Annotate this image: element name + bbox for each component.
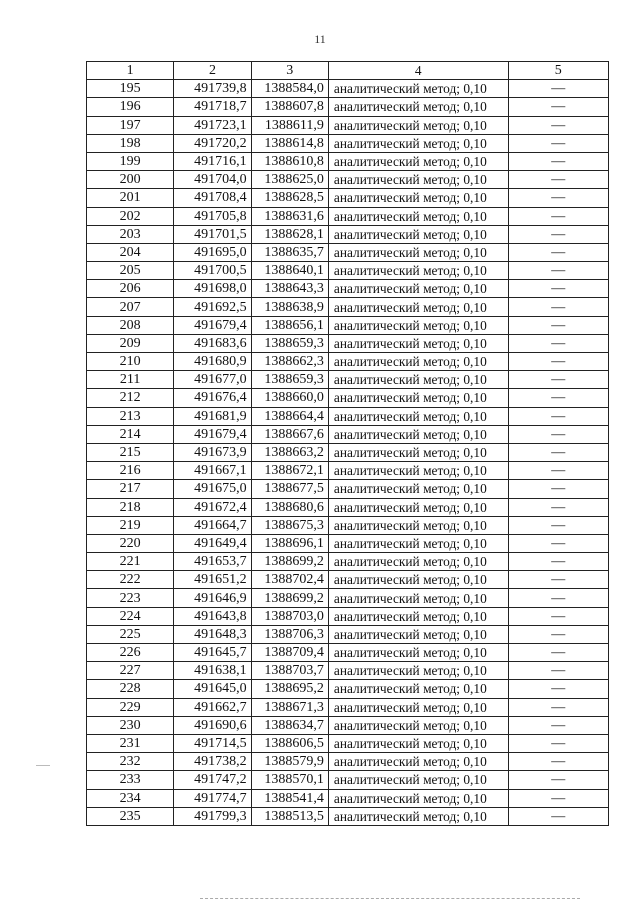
y-coordinate-cell: 1388625,0 bbox=[251, 171, 328, 189]
x-coordinate-cell: 491645,7 bbox=[174, 644, 251, 662]
x-coordinate-cell: 491701,5 bbox=[174, 225, 251, 243]
point-number-cell: 220 bbox=[87, 534, 174, 552]
y-coordinate-cell: 1388659,3 bbox=[251, 334, 328, 352]
point-number-cell: 230 bbox=[87, 716, 174, 734]
table-row bbox=[87, 280, 609, 298]
note-cell: — bbox=[508, 553, 608, 571]
y-coordinate-cell: 1388656,1 bbox=[251, 316, 328, 334]
method-cell: аналитический метод; 0,10 bbox=[328, 189, 508, 207]
point-number-cell: 227 bbox=[87, 662, 174, 680]
method-cell: аналитический метод; 0,10 bbox=[328, 353, 508, 371]
table-row bbox=[87, 262, 609, 280]
y-coordinate-cell: 1388680,6 bbox=[251, 498, 328, 516]
point-number-cell: 231 bbox=[87, 734, 174, 752]
note-cell: — bbox=[508, 571, 608, 589]
table-row bbox=[87, 571, 609, 589]
point-number-cell: 206 bbox=[87, 280, 174, 298]
footer-scan-artifact bbox=[200, 898, 580, 901]
table-row bbox=[87, 498, 609, 516]
method-cell: аналитический метод; 0,10 bbox=[328, 753, 508, 771]
table-row bbox=[87, 189, 609, 207]
method-cell: аналитический метод; 0,10 bbox=[328, 243, 508, 261]
column-header: 5 bbox=[508, 62, 608, 80]
note-cell: — bbox=[508, 280, 608, 298]
method-cell: аналитический метод; 0,10 bbox=[328, 571, 508, 589]
note-cell: — bbox=[508, 662, 608, 680]
note-cell: — bbox=[508, 644, 608, 662]
y-coordinate-cell: 1388628,5 bbox=[251, 189, 328, 207]
method-cell: аналитический метод; 0,10 bbox=[328, 680, 508, 698]
point-number-cell: 217 bbox=[87, 480, 174, 498]
x-coordinate-cell: 491718,7 bbox=[174, 98, 251, 116]
method-cell: аналитический метод; 0,10 bbox=[328, 443, 508, 461]
method-cell: аналитический метод; 0,10 bbox=[328, 807, 508, 825]
x-coordinate-cell: 491676,4 bbox=[174, 389, 251, 407]
y-coordinate-cell: 1388634,7 bbox=[251, 716, 328, 734]
x-coordinate-cell: 491662,7 bbox=[174, 698, 251, 716]
x-coordinate-cell: 491739,8 bbox=[174, 80, 251, 98]
y-coordinate-cell: 1388677,5 bbox=[251, 480, 328, 498]
method-cell: аналитический метод; 0,10 bbox=[328, 789, 508, 807]
column-header: 4 bbox=[328, 62, 508, 80]
note-cell: — bbox=[508, 371, 608, 389]
note-cell: — bbox=[508, 716, 608, 734]
note-cell: — bbox=[508, 534, 608, 552]
y-coordinate-cell: 1388513,5 bbox=[251, 807, 328, 825]
method-cell: аналитический метод; 0,10 bbox=[328, 225, 508, 243]
x-coordinate-cell: 491695,0 bbox=[174, 243, 251, 261]
table-header-row bbox=[87, 62, 609, 80]
note-cell: — bbox=[508, 425, 608, 443]
method-cell: аналитический метод; 0,10 bbox=[328, 425, 508, 443]
point-number-cell: 219 bbox=[87, 516, 174, 534]
y-coordinate-cell: 1388709,4 bbox=[251, 644, 328, 662]
point-number-cell: 198 bbox=[87, 134, 174, 152]
y-coordinate-cell: 1388703,0 bbox=[251, 607, 328, 625]
x-coordinate-cell: 491700,5 bbox=[174, 262, 251, 280]
x-coordinate-cell: 491675,0 bbox=[174, 480, 251, 498]
x-coordinate-cell: 491679,4 bbox=[174, 316, 251, 334]
note-cell: — bbox=[508, 134, 608, 152]
point-number-cell: 221 bbox=[87, 553, 174, 571]
y-coordinate-cell: 1388635,7 bbox=[251, 243, 328, 261]
x-coordinate-cell: 491645,0 bbox=[174, 680, 251, 698]
x-coordinate-cell: 491672,4 bbox=[174, 498, 251, 516]
margin-mark bbox=[36, 765, 50, 766]
point-number-cell: 209 bbox=[87, 334, 174, 352]
point-number-cell: 218 bbox=[87, 498, 174, 516]
y-coordinate-cell: 1388660,0 bbox=[251, 389, 328, 407]
x-coordinate-cell: 491747,2 bbox=[174, 771, 251, 789]
table-body bbox=[87, 80, 609, 826]
y-coordinate-cell: 1388659,3 bbox=[251, 371, 328, 389]
method-cell: аналитический метод; 0,10 bbox=[328, 480, 508, 498]
x-coordinate-cell: 491738,2 bbox=[174, 753, 251, 771]
y-coordinate-cell: 1388672,1 bbox=[251, 462, 328, 480]
note-cell: — bbox=[508, 243, 608, 261]
table-row bbox=[87, 698, 609, 716]
y-coordinate-cell: 1388662,3 bbox=[251, 353, 328, 371]
table-row bbox=[87, 443, 609, 461]
coordinates-table bbox=[86, 61, 609, 826]
y-coordinate-cell: 1388706,3 bbox=[251, 625, 328, 643]
point-number-cell: 199 bbox=[87, 152, 174, 170]
method-cell: аналитический метод; 0,10 bbox=[328, 734, 508, 752]
note-cell: — bbox=[508, 480, 608, 498]
table-row bbox=[87, 771, 609, 789]
method-cell: аналитический метод; 0,10 bbox=[328, 298, 508, 316]
table-row bbox=[87, 425, 609, 443]
point-number-cell: 202 bbox=[87, 207, 174, 225]
point-number-cell: 213 bbox=[87, 407, 174, 425]
x-coordinate-cell: 491651,2 bbox=[174, 571, 251, 589]
x-coordinate-cell: 491649,4 bbox=[174, 534, 251, 552]
x-coordinate-cell: 491705,8 bbox=[174, 207, 251, 225]
note-cell: — bbox=[508, 225, 608, 243]
table-row bbox=[87, 225, 609, 243]
x-coordinate-cell: 491680,9 bbox=[174, 353, 251, 371]
point-number-cell: 234 bbox=[87, 789, 174, 807]
table-row bbox=[87, 553, 609, 571]
note-cell: — bbox=[508, 516, 608, 534]
table-row bbox=[87, 589, 609, 607]
point-number-cell: 233 bbox=[87, 771, 174, 789]
x-coordinate-cell: 491799,3 bbox=[174, 807, 251, 825]
point-number-cell: 197 bbox=[87, 116, 174, 134]
method-cell: аналитический метод; 0,10 bbox=[328, 98, 508, 116]
y-coordinate-cell: 1388584,0 bbox=[251, 80, 328, 98]
y-coordinate-cell: 1388638,9 bbox=[251, 298, 328, 316]
y-coordinate-cell: 1388628,1 bbox=[251, 225, 328, 243]
table-row bbox=[87, 298, 609, 316]
note-cell: — bbox=[508, 389, 608, 407]
table-row bbox=[87, 516, 609, 534]
point-number-cell: 229 bbox=[87, 698, 174, 716]
y-coordinate-cell: 1388614,8 bbox=[251, 134, 328, 152]
note-cell: — bbox=[508, 625, 608, 643]
table-row bbox=[87, 152, 609, 170]
method-cell: аналитический метод; 0,10 bbox=[328, 152, 508, 170]
note-cell: — bbox=[508, 189, 608, 207]
method-cell: аналитический метод; 0,10 bbox=[328, 207, 508, 225]
point-number-cell: 215 bbox=[87, 443, 174, 461]
point-number-cell: 200 bbox=[87, 171, 174, 189]
table-row bbox=[87, 734, 609, 752]
table-row bbox=[87, 680, 609, 698]
x-coordinate-cell: 491704,0 bbox=[174, 171, 251, 189]
y-coordinate-cell: 1388606,5 bbox=[251, 734, 328, 752]
note-cell: — bbox=[508, 80, 608, 98]
column-header: 2 bbox=[174, 62, 251, 80]
column-header: 1 bbox=[87, 62, 174, 80]
note-cell: — bbox=[508, 171, 608, 189]
method-cell: аналитический метод; 0,10 bbox=[328, 589, 508, 607]
point-number-cell: 205 bbox=[87, 262, 174, 280]
y-coordinate-cell: 1388696,1 bbox=[251, 534, 328, 552]
x-coordinate-cell: 491648,3 bbox=[174, 625, 251, 643]
page-number: 11 bbox=[314, 32, 326, 46]
note-cell: — bbox=[508, 334, 608, 352]
x-coordinate-cell: 491673,9 bbox=[174, 443, 251, 461]
table-row bbox=[87, 334, 609, 352]
note-cell: — bbox=[508, 698, 608, 716]
method-cell: аналитический метод; 0,10 bbox=[328, 134, 508, 152]
x-coordinate-cell: 491708,4 bbox=[174, 189, 251, 207]
table-row bbox=[87, 80, 609, 98]
x-coordinate-cell: 491683,6 bbox=[174, 334, 251, 352]
y-coordinate-cell: 1388631,6 bbox=[251, 207, 328, 225]
point-number-cell: 235 bbox=[87, 807, 174, 825]
table-row bbox=[87, 371, 609, 389]
point-number-cell: 214 bbox=[87, 425, 174, 443]
x-coordinate-cell: 491698,0 bbox=[174, 280, 251, 298]
note-cell: — bbox=[508, 353, 608, 371]
y-coordinate-cell: 1388695,2 bbox=[251, 680, 328, 698]
x-coordinate-cell: 491774,7 bbox=[174, 789, 251, 807]
method-cell: аналитический метод; 0,10 bbox=[328, 80, 508, 98]
point-number-cell: 210 bbox=[87, 353, 174, 371]
note-cell: — bbox=[508, 298, 608, 316]
method-cell: аналитический метод; 0,10 bbox=[328, 698, 508, 716]
x-coordinate-cell: 491638,1 bbox=[174, 662, 251, 680]
y-coordinate-cell: 1388570,1 bbox=[251, 771, 328, 789]
y-coordinate-cell: 1388699,2 bbox=[251, 553, 328, 571]
method-cell: аналитический метод; 0,10 bbox=[328, 262, 508, 280]
note-cell: — bbox=[508, 789, 608, 807]
method-cell: аналитический метод; 0,10 bbox=[328, 280, 508, 298]
table-row bbox=[87, 644, 609, 662]
method-cell: аналитический метод; 0,10 bbox=[328, 662, 508, 680]
note-cell: — bbox=[508, 116, 608, 134]
x-coordinate-cell: 491714,5 bbox=[174, 734, 251, 752]
table-row bbox=[87, 98, 609, 116]
table-row bbox=[87, 171, 609, 189]
point-number-cell: 212 bbox=[87, 389, 174, 407]
method-cell: аналитический метод; 0,10 bbox=[328, 516, 508, 534]
x-coordinate-cell: 491716,1 bbox=[174, 152, 251, 170]
table-row bbox=[87, 534, 609, 552]
method-cell: аналитический метод; 0,10 bbox=[328, 498, 508, 516]
point-number-cell: 201 bbox=[87, 189, 174, 207]
table-row bbox=[87, 389, 609, 407]
table-row bbox=[87, 480, 609, 498]
x-coordinate-cell: 491723,1 bbox=[174, 116, 251, 134]
table-row bbox=[87, 716, 609, 734]
note-cell: — bbox=[508, 462, 608, 480]
table-row bbox=[87, 353, 609, 371]
point-number-cell: 211 bbox=[87, 371, 174, 389]
table-row bbox=[87, 462, 609, 480]
x-coordinate-cell: 491664,7 bbox=[174, 516, 251, 534]
note-cell: — bbox=[508, 98, 608, 116]
y-coordinate-cell: 1388663,2 bbox=[251, 443, 328, 461]
table-row bbox=[87, 625, 609, 643]
x-coordinate-cell: 491646,9 bbox=[174, 589, 251, 607]
method-cell: аналитический метод; 0,10 bbox=[328, 607, 508, 625]
note-cell: — bbox=[508, 262, 608, 280]
y-coordinate-cell: 1388675,3 bbox=[251, 516, 328, 534]
method-cell: аналитический метод; 0,10 bbox=[328, 371, 508, 389]
note-cell: — bbox=[508, 498, 608, 516]
point-number-cell: 222 bbox=[87, 571, 174, 589]
method-cell: аналитический метод; 0,10 bbox=[328, 462, 508, 480]
note-cell: — bbox=[508, 807, 608, 825]
y-coordinate-cell: 1388643,3 bbox=[251, 280, 328, 298]
x-coordinate-cell: 491720,2 bbox=[174, 134, 251, 152]
y-coordinate-cell: 1388541,4 bbox=[251, 789, 328, 807]
point-number-cell: 195 bbox=[87, 80, 174, 98]
table-row bbox=[87, 789, 609, 807]
note-cell: — bbox=[508, 589, 608, 607]
table-row bbox=[87, 607, 609, 625]
y-coordinate-cell: 1388703,7 bbox=[251, 662, 328, 680]
note-cell: — bbox=[508, 734, 608, 752]
point-number-cell: 207 bbox=[87, 298, 174, 316]
x-coordinate-cell: 491681,9 bbox=[174, 407, 251, 425]
method-cell: аналитический метод; 0,10 bbox=[328, 644, 508, 662]
note-cell: — bbox=[508, 680, 608, 698]
note-cell: — bbox=[508, 407, 608, 425]
point-number-cell: 203 bbox=[87, 225, 174, 243]
point-number-cell: 208 bbox=[87, 316, 174, 334]
method-cell: аналитический метод; 0,10 bbox=[328, 316, 508, 334]
table-row bbox=[87, 662, 609, 680]
point-number-cell: 196 bbox=[87, 98, 174, 116]
x-coordinate-cell: 491679,4 bbox=[174, 425, 251, 443]
method-cell: аналитический метод; 0,10 bbox=[328, 771, 508, 789]
note-cell: — bbox=[508, 607, 608, 625]
y-coordinate-cell: 1388664,4 bbox=[251, 407, 328, 425]
y-coordinate-cell: 1388607,8 bbox=[251, 98, 328, 116]
method-cell: аналитический метод; 0,10 bbox=[328, 171, 508, 189]
point-number-cell: 216 bbox=[87, 462, 174, 480]
x-coordinate-cell: 491690,6 bbox=[174, 716, 251, 734]
y-coordinate-cell: 1388610,8 bbox=[251, 152, 328, 170]
table-row bbox=[87, 753, 609, 771]
method-cell: аналитический метод; 0,10 bbox=[328, 625, 508, 643]
y-coordinate-cell: 1388579,9 bbox=[251, 753, 328, 771]
method-cell: аналитический метод; 0,10 bbox=[328, 334, 508, 352]
y-coordinate-cell: 1388640,1 bbox=[251, 262, 328, 280]
x-coordinate-cell: 491667,1 bbox=[174, 462, 251, 480]
point-number-cell: 224 bbox=[87, 607, 174, 625]
point-number-cell: 226 bbox=[87, 644, 174, 662]
method-cell: аналитический метод; 0,10 bbox=[328, 534, 508, 552]
point-number-cell: 223 bbox=[87, 589, 174, 607]
table-row bbox=[87, 407, 609, 425]
method-cell: аналитический метод; 0,10 bbox=[328, 716, 508, 734]
table-row bbox=[87, 134, 609, 152]
table-row bbox=[87, 116, 609, 134]
y-coordinate-cell: 1388702,4 bbox=[251, 571, 328, 589]
note-cell: — bbox=[508, 316, 608, 334]
point-number-cell: 228 bbox=[87, 680, 174, 698]
table-row bbox=[87, 807, 609, 825]
note-cell: — bbox=[508, 753, 608, 771]
x-coordinate-cell: 491653,7 bbox=[174, 553, 251, 571]
table-row bbox=[87, 207, 609, 225]
point-number-cell: 232 bbox=[87, 753, 174, 771]
table-row bbox=[87, 316, 609, 334]
column-header: 3 bbox=[251, 62, 328, 80]
y-coordinate-cell: 1388611,9 bbox=[251, 116, 328, 134]
y-coordinate-cell: 1388671,3 bbox=[251, 698, 328, 716]
point-number-cell: 225 bbox=[87, 625, 174, 643]
x-coordinate-cell: 491643,8 bbox=[174, 607, 251, 625]
x-coordinate-cell: 491677,0 bbox=[174, 371, 251, 389]
y-coordinate-cell: 1388667,6 bbox=[251, 425, 328, 443]
method-cell: аналитический метод; 0,10 bbox=[328, 553, 508, 571]
method-cell: аналитический метод; 0,10 bbox=[328, 407, 508, 425]
point-number-cell: 204 bbox=[87, 243, 174, 261]
table-row bbox=[87, 243, 609, 261]
x-coordinate-cell: 491692,5 bbox=[174, 298, 251, 316]
y-coordinate-cell: 1388699,2 bbox=[251, 589, 328, 607]
method-cell: аналитический метод; 0,10 bbox=[328, 389, 508, 407]
note-cell: — bbox=[508, 207, 608, 225]
note-cell: — bbox=[508, 443, 608, 461]
note-cell: — bbox=[508, 152, 608, 170]
note-cell: — bbox=[508, 771, 608, 789]
method-cell: аналитический метод; 0,10 bbox=[328, 116, 508, 134]
